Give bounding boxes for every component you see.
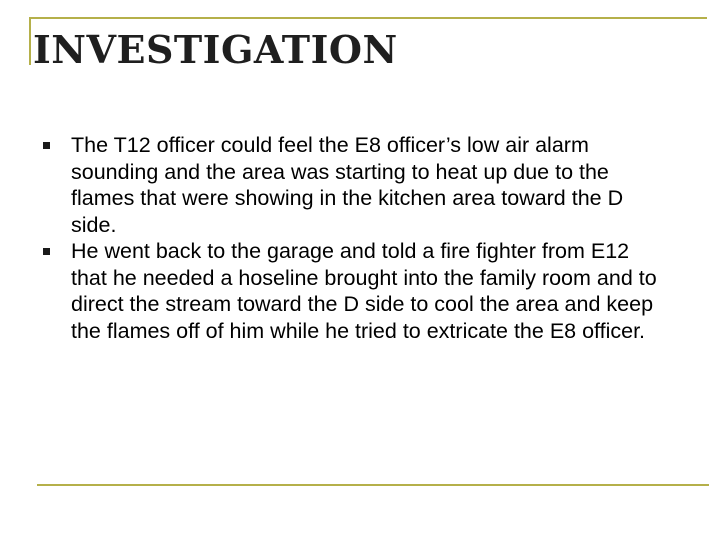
- left-accent-rule: [29, 17, 31, 65]
- bullet-list: [40, 132, 670, 344]
- bullet-item: [40, 132, 670, 238]
- bullet-text: He went back to the garage and told a fire fighter from E12 that he needed a hoseline brought into the family room and to direct the stream toward the D side to cool the area and keep the flames off of him while he tried to extricate the E8 officer.: [71, 239, 657, 343]
- bullet-text: The T12 officer could feel the E8 officer’s low air alarm sounding and the area was starting to heat up due to the flames that were showing in the kitchen area toward the D side.: [71, 133, 624, 237]
- top-accent-rule: [30, 17, 707, 19]
- bottom-accent-rule: [37, 484, 709, 486]
- slide-title: INVESTIGATION: [33, 27, 398, 72]
- bullet-item: [40, 238, 670, 344]
- square-bullet-icon: [43, 248, 50, 255]
- square-bullet-icon: [43, 142, 50, 149]
